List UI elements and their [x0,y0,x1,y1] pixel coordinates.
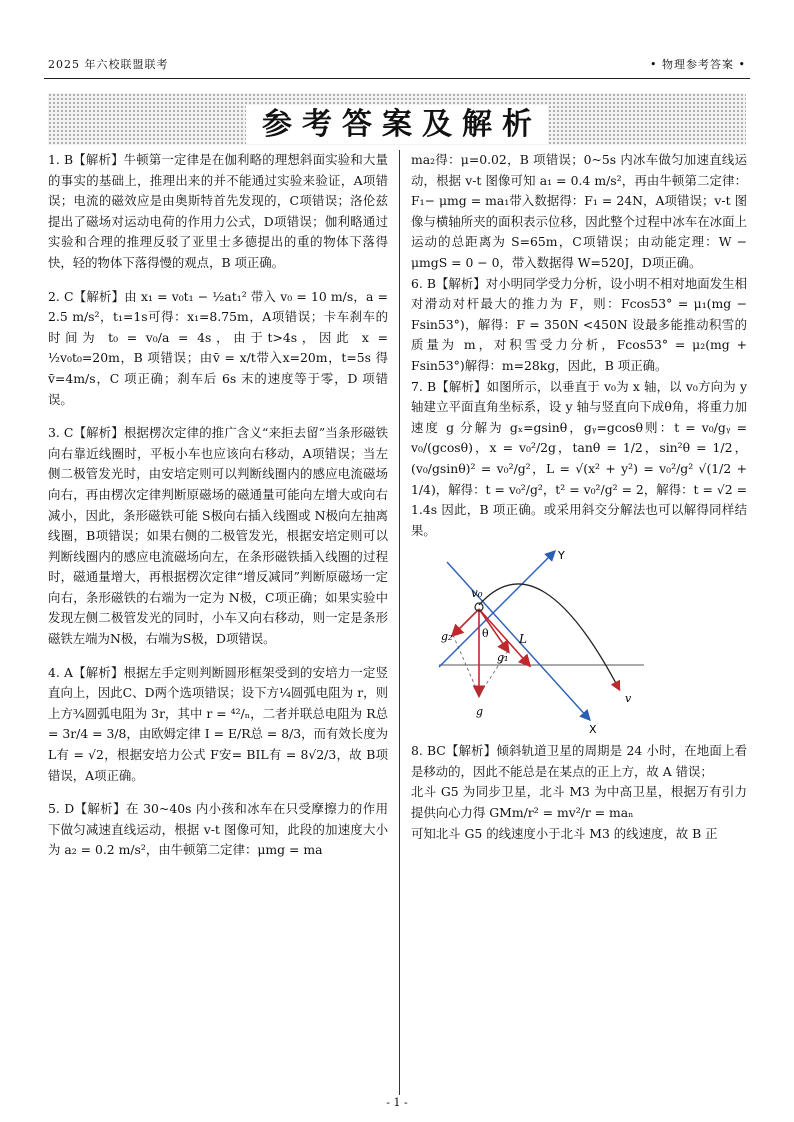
v-label: v [625,692,632,706]
answer-1: 1. B【解析】牛顿第一定律是在伽利略的理想斜面实验和大量的事实的基础上，推理出来的并不能通过实验来验证，A项错误；电流的磁效应是由奥斯特首先发现的，C项错误；洛伦兹提出了磁场对运动电荷的作用力公式，D项错误；伽利略通过实验和合理的推理反驳了亚里士多德提出的重的物体下落得快，轻的物体下落得慢的观点，B 项正确。 [48,152,388,270]
answer-8-continued: 可知北斗 G5 的线速度小于北斗 M3 的线速度，故 B 正 [411,825,718,841]
L-label: L [519,632,527,647]
header-subject: • 物理参考答案 • [650,58,746,71]
g-label: g [476,705,484,719]
answer-4: 4. A【解析】根据左手定则判断圆形框架受到的安培力一定竖直向上，因此C、D两个选项错误；设下方¼圆弧电阻为 r，则上方¾圆弧电阻为 3r，其中 r = ⁴²/ₙ，二者并联总电阻为 R总 = 3r/4 = 3/8，由欧姆定律 I = E/R总 = 8/3，而有效长度为 L有 = √2，根据安培力公式 F安= BIL有 = 8√2/3，故 B项错误，A项正确。 [48,664,388,783]
projectile-diagram [419,547,649,737]
right-column [411,150,747,844]
theta-label: θ [482,627,489,641]
left-column [48,150,388,861]
answer-3: 3. C【解析】根据楞次定律的推广含义“来拒去留”当条形磁铁向右靠近线圈时，平板小车也应该向右移动，A项错误；当左侧二极管发光时，由安培定则可以判断线圈内的感应电流磁场向右，再由楞次定律判断原磁场的磁通量可能向左增大或向右减小，因此，条形磁铁可能 S极向右插入线圈或 N极向左抽离线圈，B项错误；如果右侧的二极管发光，根据安培定则可以判断线圈内的感应电流磁场向左，在条形磁铁插入线圈的过程时，磁通量增大，再根据楞次定律“增反减同”判断原磁场一定向右，条形磁铁的右端为一定为 N极，C项正确；如果实验中发现左侧二极管发光的同时，小车又向右移动，则一定是条形磁铁左端为N极，右端为S极，D项错误。 [48,425,388,647]
title-banner [48,93,746,145]
header-exam-name: 2025 年六校联盟联考 [48,58,169,71]
header-divider [44,78,750,79]
page-number: - 1 - [386,1096,408,1109]
answer-8: 8. BC【解析】倾斜轨道卫星的周期是 24 小时，在地面上看是移动的，因此不能总是在某点的正上方，故 A 错误； [411,743,747,779]
answer-6: 6. B【解析】对小明同学受力分析，设小明不相对地面发生相对滑动对杆最大的推力为 F，则：Fcos53° = μ₁(mg − Fsin53°)，解得：F = 350N <450N 设最多能推动积雪的质量为 m，对积雪受力分析，Fcos53° = μ₂(mg + Fsin53°)解得：m=28kg，因此，B 项正确。 [411,275,747,373]
y-axis-line [439,552,554,667]
x-axis-line [447,562,589,719]
trajectory-curve [479,584,619,689]
answer-5: 5. D【解析】在 30~40s 内小孩和冰车在只受摩擦力的作用下做匀减速直线运动，根据 v-t 图像可知，此段的加速度大小为 a₂ = 0.2 m/s²，由牛顿第二定律：μmg = ma [48,801,388,858]
v0-label: v₀ [471,586,483,601]
answer-7: 7. B【解析】如图所示，以垂直于 v₀为 x 轴，以 v₀方向为 y 轴建立平面直角坐标系，设 y 轴与竖直向下成θ角，将重力加速度 g 分解为 gₓ=gsinθ，gᵧ=gcosθ则：t = v₀/gᵧ = v₀/(gcosθ)，x = v₀²/2g，tanθ = 1/2，sin²θ = 1/2，(v₀/gsinθ)² = v₀²/g²，L = √(x² + y²) = v₀²/g² √(1/2 + 1/4)，解得：t = v₀²/g²，t² = v₀²/g² = 2，解得：t = √2 = 1.4s 因此，B 项正确。或采用斜交分解法也可以解得同样结果。 [411,378,747,538]
page-title: 参考答案及解析 [246,105,548,144]
answer-5-continued: ma₂得：μ=0.02，B 项错误；0~5s 内冰车做匀加速直线运动，根据 v-t 图像可知 a₁ = 0.4 m/s²，再由牛顿第二定律：F₁− μmg = ma₁带入数据得：F₁ = 24N，A项错误；v-t 图像与横轴所夹的面积表示位移，因此整个过程中冰车在冰面上运动的总距离为 S=65m，C项错误；由动能定理：W − μmgS = 0 − 0，带入数据得 W=520J，D项正确。 [411,152,747,270]
g1-label: g₁ [497,651,509,665]
x-axis-label: X [589,723,597,737]
y-axis-label: Y [558,549,565,563]
column-divider [399,150,400,1095]
answer-8-gravity: 北斗 G5 为同步卫星，北斗 M3 为中高卫星，根据万有引力提供向心力得 GMm/r² = mv²/r = maₙ [411,784,747,821]
g2-label: g₂ [441,630,453,644]
answer-2: 2. C【解析】由 x₁ = v₀t₁ − ½at₁² 带入 v₀ = 10 m/s，a = 2.5 m/s²，t₁=1s可得：x₁=8.75m，A项错误；卡车刹车的时间为 t₀ = v₀/a = 4s，由于t>4s，因此 x = ½v₀t₀=20m，B 项错误；由v̄ = x/t带入x=20m，t=5s 得v̄=4m/s，C 项正确；刹车后 6s 末的速度等于零，D 项错误。 [48,288,388,407]
